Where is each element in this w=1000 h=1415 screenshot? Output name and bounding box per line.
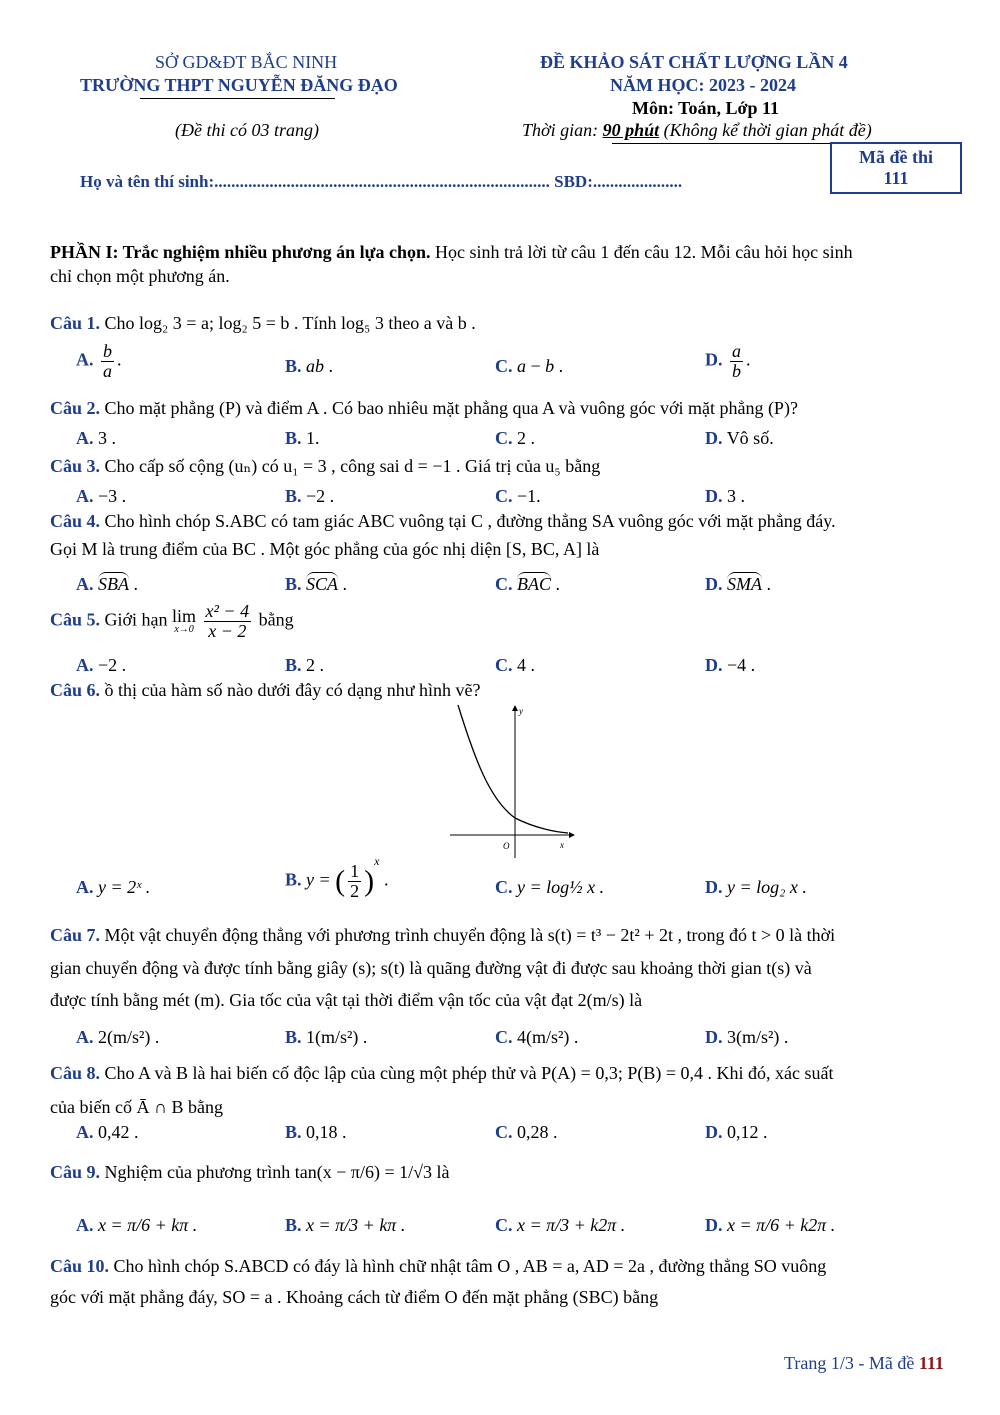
question-text: Cho hình chóp S.ABCD có đáy là hình chữ nhật tâm O , AB = a, AD = 2a , đường thẳng SO vuông <box>113 1256 827 1276</box>
option-letter: D. <box>705 1122 723 1142</box>
option-letter: C. <box>495 574 513 594</box>
time-note: (Không kể thời gian phát đề) <box>659 120 872 140</box>
question-label: Câu 8. <box>50 1063 101 1083</box>
option-letter: D. <box>705 1215 723 1235</box>
exam-code-box <box>830 142 962 194</box>
q1-option-d[interactable]: D. $\frac{a}{b}$ . <box>705 341 751 381</box>
question-7-line-3: được tính bằng mét (m). Gia tốc của vật tại thời điểm vận tốc của vật đạt 2(m/s) là <box>50 990 643 1010</box>
q1-option-b[interactable]: B. ab . <box>285 356 334 376</box>
exponent: x <box>374 853 380 868</box>
option-letter: B. <box>285 356 302 376</box>
lim: lim <box>172 606 197 627</box>
option-letter: D. <box>705 1027 723 1047</box>
option-letter: B. <box>285 1027 302 1047</box>
option-text: −2 . <box>98 655 127 675</box>
option-text: 1. <box>306 428 320 448</box>
option-text: SCA <box>306 574 339 594</box>
option-text: 4(m/s²) . <box>517 1027 579 1047</box>
q2-option-c[interactable] <box>495 428 535 449</box>
option-text: x = π/3 + kπ . <box>306 1215 406 1235</box>
question-2 <box>50 398 798 419</box>
exam-code-value: 111 <box>883 168 909 188</box>
option-letter: A. <box>76 486 94 506</box>
q9-option-d[interactable] <box>705 1215 835 1236</box>
option-text: 2 . <box>306 655 325 675</box>
q5-numerator: x² − 4 <box>205 601 250 621</box>
question-5 <box>50 602 294 641</box>
q7-option-c[interactable] <box>495 1027 578 1048</box>
q5-option-a[interactable] <box>76 655 126 676</box>
option-letter: D. <box>705 428 723 448</box>
frac-den: 2 <box>350 880 360 901</box>
question-label: Câu 7. <box>50 925 101 945</box>
q4-option-b[interactable]: B. SCA . <box>285 574 348 594</box>
option-text: 0,18 . <box>306 1122 347 1142</box>
option-letter: C. <box>495 877 513 897</box>
time-value: 90 phút <box>602 120 660 140</box>
question-label: Câu 10. <box>50 1256 110 1276</box>
question-text: Cho A và B là hai biến cố độc lập của cùng một phép thử và P(A) = 0,3; P(B) = 0,4 . Khi đó, xác suất <box>104 1063 834 1083</box>
q7-option-d[interactable] <box>705 1027 788 1048</box>
q2-option-d[interactable] <box>705 428 774 449</box>
option-text: 3 . <box>727 486 745 506</box>
q9-option-c[interactable] <box>495 1215 625 1236</box>
option-letter: D. <box>705 349 723 370</box>
option-letter: C. <box>495 486 513 506</box>
q3-option-b[interactable] <box>285 486 334 507</box>
question-10 <box>50 1256 826 1277</box>
question-10-line-2: góc với mặt phẳng đáy, SO = a . Khoảng cách từ điểm O đến mặt phẳng (SBC) bằng <box>50 1287 659 1307</box>
option-letter: C. <box>495 428 513 448</box>
q6-option-a[interactable] <box>76 877 150 898</box>
q6-option-d[interactable] <box>705 877 807 898</box>
option-letter: B. <box>285 574 302 594</box>
option-text: −3 . <box>98 486 127 506</box>
question-4 <box>50 511 836 532</box>
q5-option-c[interactable] <box>495 655 535 676</box>
q3-option-c[interactable] <box>495 486 541 507</box>
subject: Môn: Toán, Lớp 11 <box>632 98 780 118</box>
q8-option-b[interactable] <box>285 1122 347 1143</box>
option-letter: C. <box>495 356 513 376</box>
question-text: Nghiệm của phương trình tan(x − π/6) = 1/√3 là <box>104 1162 450 1182</box>
q6-option-c[interactable] <box>495 877 604 898</box>
option-letter: B. <box>285 428 302 448</box>
option-text: 3(m/s²) . <box>727 1027 789 1047</box>
option-letter: B. <box>285 869 302 890</box>
option-text: −4 . <box>727 655 756 675</box>
page-footer <box>784 1353 944 1374</box>
q5-post: bằng <box>258 609 294 630</box>
option-letter: A. <box>76 1027 94 1047</box>
exam-title: ĐỀ KHẢO SÁT CHẤT LƯỢNG LẦN 4 <box>540 52 848 72</box>
option-text: Vô số. <box>726 428 774 448</box>
q9-option-a[interactable] <box>76 1215 197 1236</box>
option-text: −1. <box>517 486 541 506</box>
part1-desc-2: chỉ chọn một phương án. <box>50 266 230 286</box>
q1-option-c[interactable]: C. a − b . <box>495 356 564 376</box>
frac-num: 1 <box>350 861 360 881</box>
q2-option-a[interactable] <box>76 428 116 449</box>
option-letter: C. <box>495 1122 513 1142</box>
question-text: Một vật chuyển động thẳng với phương trình chuyển động là s(t) = t³ − 2t² + 2t , trong đó t > 0 là thời <box>104 925 836 945</box>
option-letter: D. <box>705 655 723 675</box>
option-text: 4 . <box>517 655 535 675</box>
q2-option-b[interactable] <box>285 428 320 449</box>
option-letter: A. <box>76 349 94 370</box>
question-7 <box>50 925 835 946</box>
option-letter: A. <box>76 428 94 448</box>
option-text: x = π/3 + k2π . <box>517 1215 626 1235</box>
school-year: NĂM HỌC: 2023 - 2024 <box>610 75 796 95</box>
option-text: 2 . <box>517 428 535 448</box>
axis-y-label: y <box>519 706 523 716</box>
question-label: Câu 5. <box>50 609 101 630</box>
question-label: Câu 1. <box>50 313 101 333</box>
q4-option-d[interactable]: D. SMA . <box>705 574 771 594</box>
option-text: BAC <box>517 574 551 594</box>
option-text: SBA <box>98 574 129 594</box>
question-label: Câu 4. <box>50 511 101 531</box>
q3-option-a[interactable] <box>76 486 126 507</box>
question-text: Cho mặt phẳng (P) và điểm A . Có bao nhiêu mặt phẳng qua A và vuông góc với mặt phẳng (P)? <box>104 398 798 418</box>
question-4-line-2: Gọi M là trung điểm của BC . Một góc phẳng của góc nhị diện [S, BC, A] là <box>50 539 600 559</box>
option-letter: A. <box>76 877 94 897</box>
option-letter: A. <box>76 574 94 594</box>
question-8-line-2: của biến cố Ā ∩ B bằng <box>50 1097 223 1117</box>
option-letter: D. <box>705 877 723 897</box>
option-letter: A. <box>76 1122 94 1142</box>
q5-option-b[interactable] <box>285 655 324 676</box>
option-text: 0,28 . <box>517 1122 558 1142</box>
origin-label: O <box>503 841 510 851</box>
option-text: 0,42 . <box>98 1122 139 1142</box>
question-text: Cho log₂ 3 = a; log₂ 5 = b . Tính log₅ 3 theo a và b . <box>104 313 476 333</box>
option-letter: C. <box>495 655 513 675</box>
option-letter: C. <box>495 1027 513 1047</box>
option-letter: C. <box>495 1215 513 1235</box>
q8-option-c[interactable] <box>495 1122 558 1143</box>
option-text: x = π/6 + kπ . <box>98 1215 198 1235</box>
option-letter: B. <box>285 486 302 506</box>
option-letter: B. <box>285 1122 302 1142</box>
q7-option-a[interactable] <box>76 1027 159 1048</box>
option-text: SMA <box>727 574 762 594</box>
exam-code-label: Mã đề thi <box>859 147 933 167</box>
question-8 <box>50 1063 833 1084</box>
q8-option-a[interactable] <box>76 1122 139 1143</box>
option-text: y = <box>306 869 331 890</box>
school-underline <box>140 98 335 99</box>
option-text: −2 . <box>306 486 335 506</box>
q8-option-d[interactable] <box>705 1122 768 1143</box>
exam-time <box>522 120 872 141</box>
question-label: Câu 6. <box>50 680 101 700</box>
part1-desc: Học sinh trả lời từ câu 1 đến câu 12. Mỗi câu hỏi học sinh <box>430 242 853 262</box>
lim-sub: x→0 <box>174 624 194 636</box>
q7-option-b[interactable] <box>285 1027 367 1048</box>
function-graph <box>440 700 590 860</box>
option-text: y = log₂ x . <box>727 877 807 897</box>
candidate-info-line: Họ và tên thí sinh:............................................................................... SBD:..................... <box>80 172 683 191</box>
school-name: TRƯỜNG THPT NGUYỄN ĐĂNG ĐẠO <box>80 75 398 95</box>
question-text: Cho cấp số cộng (uₙ) có u₁ = 3 , công sai d = −1 . Giá trị của u₅ bằng <box>104 456 601 476</box>
part1-title: PHẦN I: Trắc nghiệm nhiều phương án lựa chọn. <box>50 242 431 262</box>
q1-option-a[interactable]: A. $\frac{b}{a}$ . <box>76 341 122 381</box>
option-text: x = π/6 + k2π . <box>727 1215 836 1235</box>
page-count-note: (Đề thi có 03 trang) <box>175 120 319 140</box>
axis-x-label: x <box>560 840 564 850</box>
department-name: SỞ GD&ĐT BẮC NINH <box>155 52 338 72</box>
option-letter: A. <box>76 655 94 675</box>
option-text: y = log½ x . <box>517 877 605 897</box>
question-3 <box>50 456 600 477</box>
part1-heading <box>50 242 853 263</box>
question-text: ồ thị của hàm số nào dưới đây có dạng như hình vẽ? <box>104 680 481 700</box>
question-label: Câu 2. <box>50 398 101 418</box>
option-letter: D. <box>705 486 723 506</box>
option-letter: D. <box>705 574 723 594</box>
option-text: 1(m/s²) . <box>306 1027 368 1047</box>
footer-code: 111 <box>918 1353 944 1373</box>
option-text: y = 2ˣ . <box>98 877 151 897</box>
question-6 <box>50 680 480 701</box>
q5-denominator: x − 2 <box>208 620 247 641</box>
question-7-line-2: gian chuyển động và được tính bằng giây (s); s(t) là quãng đường vật đi được sau khoảng thời gian t(s) và <box>50 958 812 978</box>
question-text: Cho hình chóp S.ABC có tam giác ABC vuông tại C , đường thẳng SA vuông góc với mặt phẳng đáy. <box>104 511 836 531</box>
option-letter: B. <box>285 655 302 675</box>
question-label: Câu 3. <box>50 456 101 476</box>
q9-option-b[interactable] <box>285 1215 405 1236</box>
question-1 <box>50 313 476 334</box>
q6-option-b[interactable]: B. y = ( $\frac{1}{2}$ )$^x$ . <box>285 853 389 901</box>
option-text: 2(m/s²) . <box>98 1027 160 1047</box>
q5-pre: Giới hạn <box>104 609 168 630</box>
option-text: 0,12 . <box>727 1122 768 1142</box>
time-label: Thời gian: <box>522 120 603 140</box>
option-letter: A. <box>76 1215 94 1235</box>
q4-option-a[interactable]: A. SBA . <box>76 574 138 594</box>
q5-option-d[interactable] <box>705 655 755 676</box>
option-text: 3 . <box>98 428 116 448</box>
question-label: Câu 9. <box>50 1162 101 1182</box>
q4-option-c[interactable]: C. BAC . <box>495 574 560 594</box>
footer-text: Trang 1/3 - Mã đề <box>784 1353 919 1373</box>
option-letter: B. <box>285 1215 302 1235</box>
question-9 <box>50 1162 450 1183</box>
q3-option-d[interactable] <box>705 486 745 507</box>
